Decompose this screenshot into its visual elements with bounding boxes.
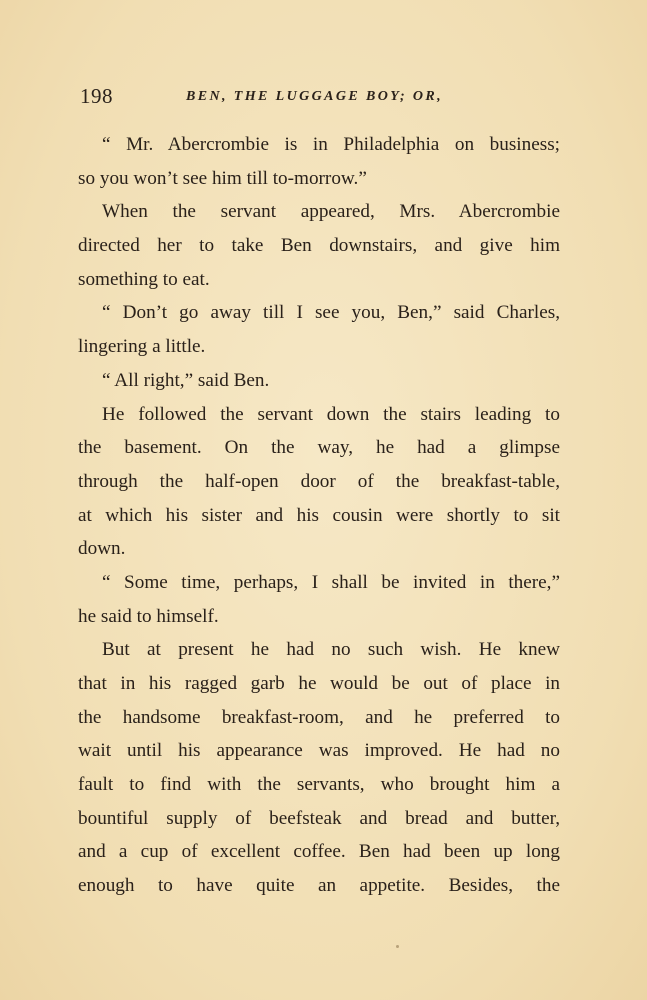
text-line: When the servant appeared, Mrs. Abercrombie bbox=[102, 201, 560, 223]
text-line: He followed the servant down the stairs leading to bbox=[102, 403, 560, 425]
text-line: that in his ragged garb he would be out of place in bbox=[78, 673, 560, 694]
text-line: But at present he had no such wish. He knew bbox=[102, 639, 560, 661]
text-line: enough to have quite an appetite. Besides, the bbox=[78, 875, 560, 897]
text-line: lingering a little. bbox=[78, 336, 206, 358]
page-number: 198 bbox=[80, 84, 113, 108]
text-line: “ Some time, perhaps, I shall be invited in there,” bbox=[102, 571, 560, 593]
text-line: he said to himself. bbox=[78, 605, 219, 627]
text-line: wait until his appearance was improved. He had no bbox=[78, 740, 560, 762]
running-head bbox=[80, 84, 560, 114]
text-line: the handsome breakfast-room, and he preferred to bbox=[78, 706, 560, 728]
text-line: directed her to take Ben downstairs, and give him bbox=[78, 235, 560, 257]
running-title: BEN, THE LUGGAGE BOY; OR, bbox=[186, 89, 444, 104]
text-line: fault to find with the servants, who brought him a bbox=[78, 774, 560, 796]
text-line: “ Don’t go away till I see you, Ben,” said Charles, bbox=[102, 302, 560, 324]
text-line: bountiful supply of beefsteak and bread and butter, bbox=[78, 807, 560, 829]
text-line: and a cup of excellent coffee. Ben had been up long bbox=[78, 841, 560, 863]
text-line: down. bbox=[78, 538, 126, 560]
body-text bbox=[78, 128, 560, 903]
text-line: the basement. On the way, he had a glimpse bbox=[78, 437, 560, 459]
text-line: so you won’t see him till to-morrow.” bbox=[78, 167, 367, 189]
text-line: at which his sister and his cousin were shortly to sit bbox=[78, 504, 560, 526]
text-line: “ Mr. Abercrombie is in Philadelphia on business; bbox=[102, 134, 560, 155]
text-line: something to eat. bbox=[78, 268, 210, 290]
text-line: “ All right,” said Ben. bbox=[102, 369, 270, 391]
text-line: through the half-open door of the breakfast-table, bbox=[78, 470, 560, 492]
paper-speck bbox=[396, 945, 399, 948]
